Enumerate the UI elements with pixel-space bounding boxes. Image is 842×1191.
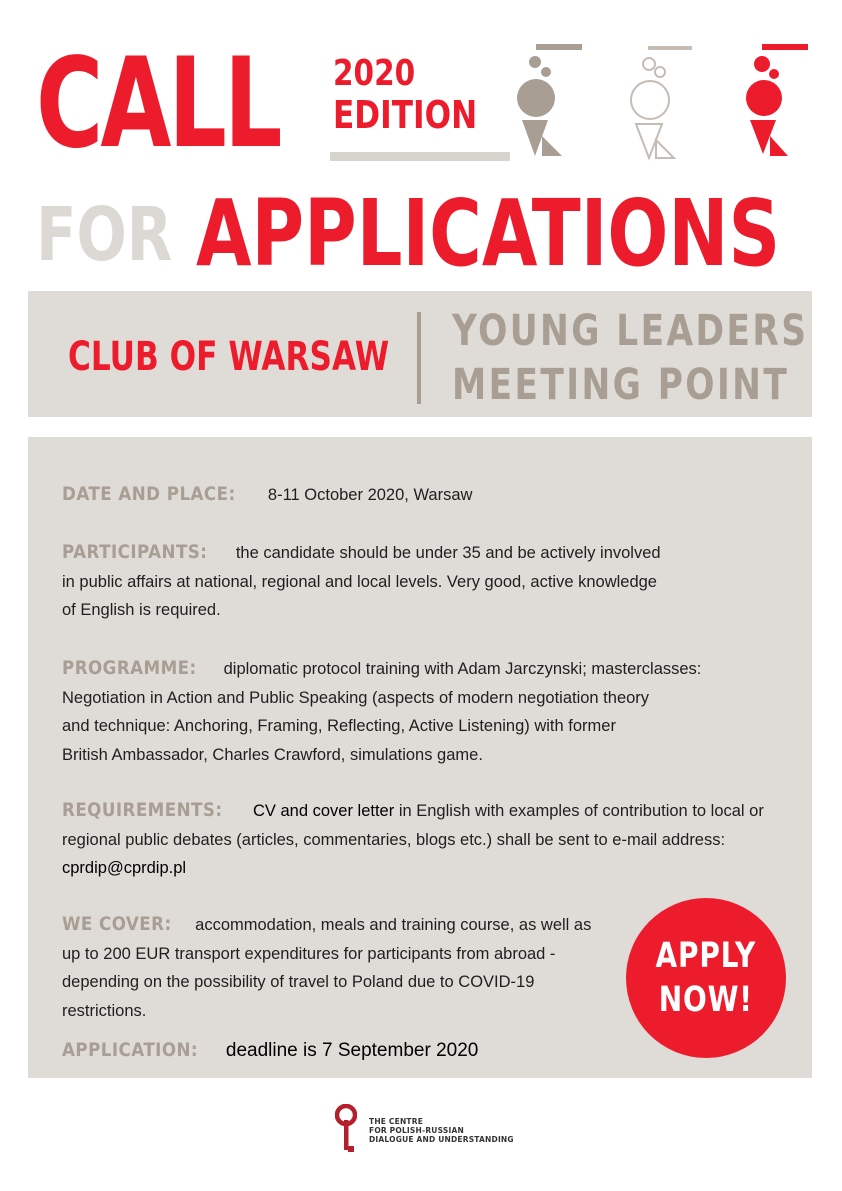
club-name: CLUB OF WARSAW <box>68 334 390 380</box>
logo-line3: DIALOGUE AND UNDERSTANDING <box>369 1135 514 1144</box>
participants-text-1: the candidate should be under 35 and be actively involved <box>235 544 661 562</box>
requirements-section <box>62 796 762 883</box>
figure-outline-icon <box>631 46 692 158</box>
centre-logo-text <box>369 1117 514 1144</box>
programme-text-2: Negotiation in Action and Public Speaking (aspects of modern negotiation theory <box>62 688 650 707</box>
date-label: DATE AND PLACE: <box>62 483 236 505</box>
cover-text-3: depending on the possibility of travel to Poland due to COVID-19 <box>62 973 535 991</box>
participants-text-2: in public affairs at national, regional and local levels. Very good, active knowledge <box>62 572 657 591</box>
meeting-title-line2: MEETING POINT <box>452 360 790 410</box>
participants-text-3: of English is required. <box>62 601 221 619</box>
applications-heading: APPLICATIONS <box>196 180 781 287</box>
figure-red-icon <box>746 44 808 156</box>
for-heading: FOR <box>36 192 173 278</box>
programme-text-1: diplomatic protocol training with Adam Jarczynski; masterclasses: <box>223 660 702 678</box>
cover-text-4: restrictions. <box>62 1001 147 1020</box>
participants-section <box>62 538 762 625</box>
centre-logo-icon <box>335 1104 357 1154</box>
requirements-text-1: in English with examples of contribution to local or <box>398 802 764 820</box>
cover-text-1: accommodation, meals and training course, as well as <box>195 916 592 934</box>
apply-now-button[interactable] <box>626 898 786 1058</box>
logo-line2: FOR POLISH-RUSSIAN <box>369 1126 464 1135</box>
apply-now-line2: NOW! <box>658 980 754 1020</box>
logo-line1: THE CENTRE <box>369 1117 424 1126</box>
cover-section <box>62 910 622 1025</box>
figure-taupe-icon <box>517 44 582 156</box>
figures-illustration <box>506 40 816 170</box>
programme-section <box>62 654 762 769</box>
participants-label: PARTICIPANTS: <box>62 541 208 563</box>
call-heading: CALL <box>36 32 280 176</box>
date-section <box>62 480 762 510</box>
contact-email-link[interactable]: cprdip@cprdip.pl <box>62 859 187 877</box>
requirements-text-2: regional public debates (articles, commentaries, blogs etc.) shall be sent to e-mail address: <box>62 830 726 849</box>
programme-text-4: British Ambassador, Charles Crawford, simulations game. <box>62 745 483 764</box>
cover-label: WE COVER: <box>62 913 172 935</box>
requirements-label: REQUIREMENTS: <box>62 799 223 821</box>
programme-text-3: and technique: Anchoring, Framing, Reflecting, Active Listening) with former <box>62 717 616 735</box>
cover-text-2: up to 200 EUR transport expenditures for participants from abroad - <box>62 944 556 963</box>
apply-now-line1: APPLY <box>655 936 757 976</box>
edition-divider <box>330 152 510 161</box>
application-label: APPLICATION: <box>62 1039 199 1061</box>
date-text: 8-11 October 2020, Warsaw <box>267 486 473 504</box>
requirements-highlight: CV and cover letter <box>253 802 395 820</box>
programme-label: PROGRAMME: <box>62 657 197 679</box>
banner-divider <box>417 312 421 404</box>
meeting-title-line1: YOUNG LEADERS <box>452 306 809 356</box>
edition-label: EDITION <box>333 93 478 137</box>
application-deadline: deadline is 7 September 2020 <box>225 1040 479 1061</box>
edition-year: 2020 <box>333 53 416 94</box>
